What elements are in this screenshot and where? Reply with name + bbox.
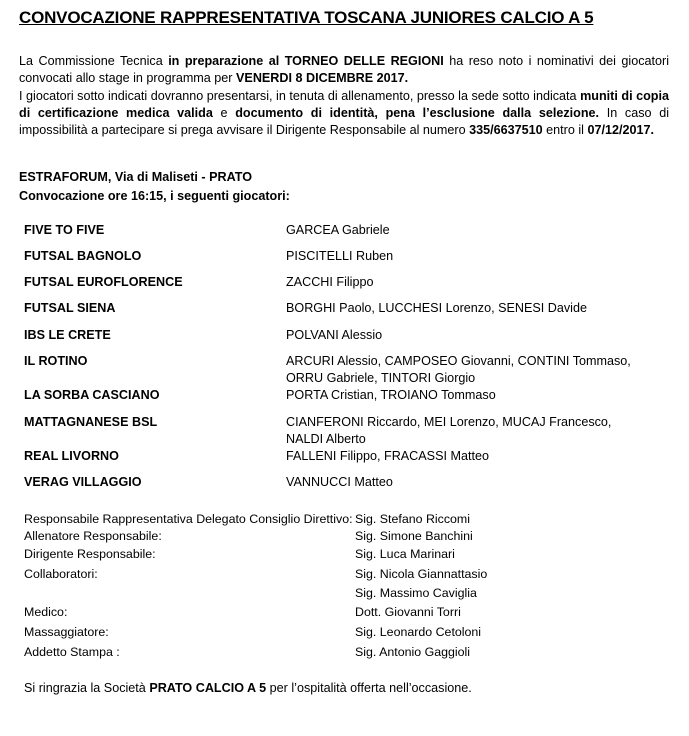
- staff-name: Sig. Massimo Caviglia: [355, 586, 477, 600]
- team-players: PORTA Cristian, TROIANO Tommaso: [286, 388, 496, 402]
- stage-date: VENERDI 8 DICEMBRE 2017.: [236, 71, 409, 86]
- team-players: PISCITELLI Ruben: [286, 249, 394, 263]
- id-requirement: documento di identità, pena l’esclusione dalla selezione.: [235, 105, 600, 120]
- document-title: CONVOCAZIONE RAPPRESENTATIVA TOSCANA JUNIORES CALCIO A 5: [19, 8, 594, 27]
- team-players: VANNUCCI Matteo: [286, 475, 393, 489]
- team-players: FALLENI Filippo, FRACASSI Matteo: [286, 449, 489, 463]
- staff-name: Sig. Stefano Riccomi: [355, 512, 471, 526]
- staff-role: Massaggiatore:: [24, 625, 109, 639]
- intro-text-run: ha reso noto i nominativi dei giocatori convocati allo stage in programma per: [19, 54, 669, 86]
- team-players: GARCEA Gabriele: [286, 223, 390, 237]
- intro-paragraph-2: [19, 88, 669, 140]
- staff-role: Responsabile Rappresentativa Delegato Consiglio Direttivo:: [24, 512, 353, 526]
- thanks-text-run: per l’ospitalità offerta nell’occasione.: [266, 681, 472, 695]
- team-players: BORGHI Paolo, LUCCHESI Lorenzo, SENESI Davide: [286, 301, 587, 315]
- intro-text-run: entro il: [542, 123, 588, 138]
- team-players: ARCURI Alessio, CAMPOSEO Giovanni, CONTINI Tommaso, ORRU Gabriele, TINTORI Giorgio: [286, 354, 631, 385]
- staff-name: Sig. Simone Banchini: [355, 529, 473, 543]
- contact-phone: 335/6637510: [469, 123, 543, 138]
- intro-paragraph-1: [19, 53, 669, 88]
- thanks-text-run: Si ringrazia la Società: [24, 681, 150, 695]
- intro-text-run: In caso di impossibilità a partecipare si prega avvisare il Dirigente Responsabile al numero: [19, 105, 670, 138]
- team-name: REAL LIVORNO: [24, 449, 119, 463]
- team-name: FUTSAL BAGNOLO: [24, 249, 142, 263]
- team-name: VERAG VILLAGGIO: [24, 475, 142, 489]
- team-name: MATTAGNANESE BSL: [24, 415, 158, 429]
- staff-role: Dirigente Responsabile:: [24, 547, 156, 561]
- team-players: ZACCHI Filippo: [286, 275, 374, 289]
- staff-role: Addetto Stampa :: [24, 645, 120, 659]
- team-name: FIVE TO FIVE: [24, 223, 105, 237]
- team-players: POLVANI Alessio: [286, 328, 383, 342]
- staff-name: Dott. Giovanni Torri: [355, 605, 461, 619]
- team-name: FUTSAL SIENA: [24, 301, 116, 315]
- team-players: CIANFERONI Riccardo, MEI Lorenzo, MUCAJ Francesco, NALDI Alberto: [286, 415, 612, 446]
- staff-role: Medico:: [24, 605, 68, 619]
- venue-block: [19, 168, 290, 205]
- staff-name: Sig. Nicola Giannattasio: [355, 567, 488, 581]
- team-name: LA SORBA CASCIANO: [24, 388, 160, 402]
- medical-requirement: muniti di copia di certificazione medica valida: [19, 88, 669, 120]
- team-name: IL ROTINO: [24, 354, 88, 368]
- intro-text-run: La Commissione Tecnica: [19, 54, 169, 68]
- staff-name: Sig. Leonardo Cetoloni: [355, 625, 482, 639]
- tournament-name: in preparazione al TORNEO DELLE REGIONI: [168, 54, 444, 68]
- staff-name: Sig. Luca Marinari: [355, 547, 455, 561]
- thanks-note: [24, 681, 472, 695]
- deadline-date: 07/12/2017.: [587, 123, 654, 138]
- staff-name: Sig. Antonio Gaggioli: [355, 645, 471, 659]
- team-name: FUTSAL EUROFLORENCE: [24, 275, 183, 289]
- host-club: PRATO CALCIO A 5: [149, 681, 267, 695]
- intro-text-run: I giocatori sotto indicati dovranno presentarsi, in tenuta di allenamento, presso la sede sotto indicata: [19, 88, 581, 103]
- intro-text-run: e: [212, 105, 236, 120]
- call-time: Convocazione ore 16:15, i seguenti giocatori:: [19, 188, 290, 203]
- venue-address: ESTRAFORUM, Via di Maliseti - PRATO: [19, 170, 253, 184]
- intro-text: [19, 53, 669, 139]
- team-name: IBS LE CRETE: [24, 328, 111, 342]
- staff-role: Allenatore Responsabile:: [24, 529, 162, 543]
- staff-role: Collaboratori:: [24, 567, 98, 581]
